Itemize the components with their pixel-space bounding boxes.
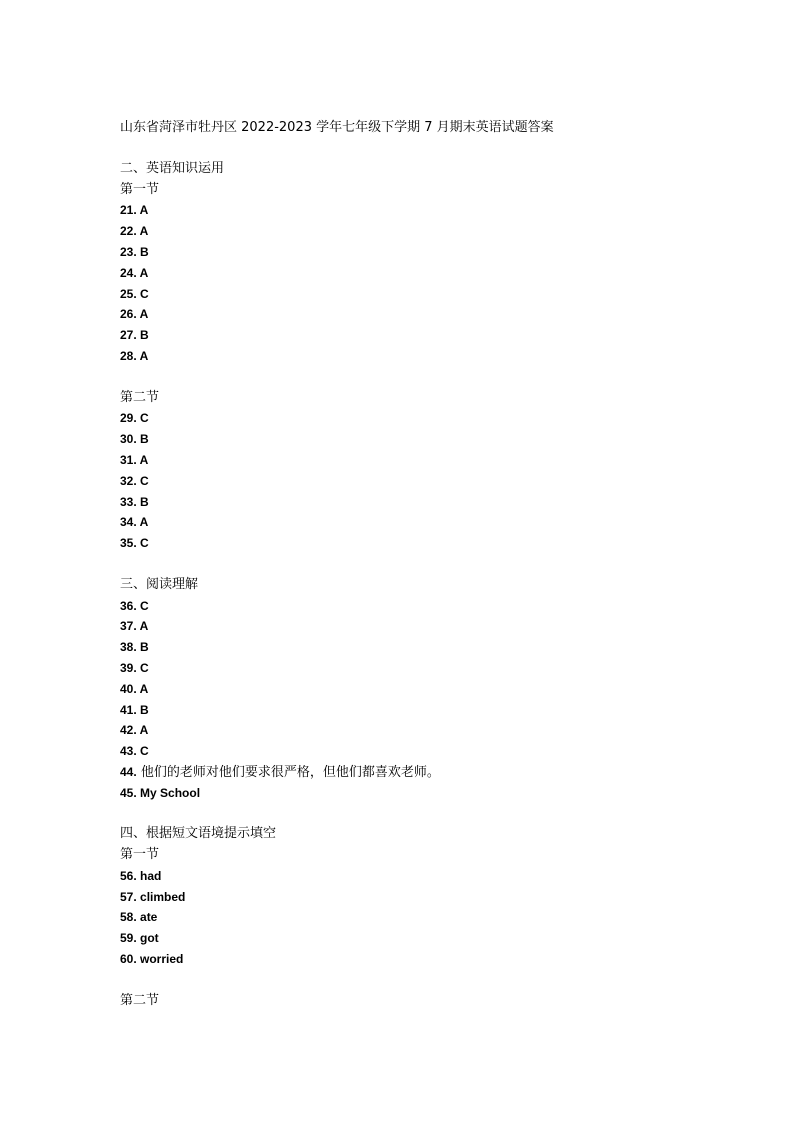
answer-item: 32. C xyxy=(120,473,149,488)
answer-item: 39. C xyxy=(120,660,149,675)
answer-item: 60. worried xyxy=(120,952,184,967)
answer-item: 33. B xyxy=(120,494,149,509)
answer-item-45: 45. My School xyxy=(120,785,201,800)
part-heading-1: 第一节 xyxy=(120,847,160,863)
answer-text: 他们的老师对他们要求很严格，但他们都喜欢老师。 xyxy=(140,764,440,780)
answer-item: 26. A xyxy=(120,307,149,322)
answer-item: 42. A xyxy=(120,723,149,738)
answer-item: 36. C xyxy=(120,598,149,613)
spacer xyxy=(120,138,760,159)
section-heading-knowledge-use: 二、英语知识运用 xyxy=(120,160,225,176)
part-heading-1: 第一节 xyxy=(120,181,160,197)
section-heading-fill-in: 四、根据短文语境提示填空 xyxy=(120,826,277,842)
answer-item: 57. climbed xyxy=(120,889,186,904)
answer-item: 35. C xyxy=(120,536,149,551)
answer-item: 30. B xyxy=(120,432,149,447)
answer-item: 23. B xyxy=(120,244,149,259)
answer-item: 28. A xyxy=(120,348,149,363)
part-heading-2: 第二节 xyxy=(120,992,160,1008)
answer-item: 56. had xyxy=(120,868,162,883)
spacer xyxy=(120,554,760,575)
answer-number: 44. xyxy=(120,764,137,779)
answer-item: 22. A xyxy=(120,224,149,239)
answer-item: 43. C xyxy=(120,744,149,759)
part-heading-2: 第二节 xyxy=(120,389,160,405)
answer-item: 37. A xyxy=(120,619,149,634)
document-title: 山东省菏泽市牡丹区 2022-2023 学年七年级下学期 7 月期末英语试题答案 xyxy=(120,120,554,135)
answer-item: 34. A xyxy=(120,515,149,530)
answer-item: 41. B xyxy=(120,702,149,717)
answer-item-44 xyxy=(120,762,760,783)
answer-item: 25. C xyxy=(120,286,149,301)
spacer xyxy=(120,970,760,991)
answer-item: 59. got xyxy=(120,931,159,946)
answer-item: 31. A xyxy=(120,452,149,467)
answer-item: 27. B xyxy=(120,328,149,343)
answer-item: 40. A xyxy=(120,681,149,696)
answer-item: 24. A xyxy=(120,265,149,280)
answer-item: 38. B xyxy=(120,640,149,655)
spacer xyxy=(120,367,760,388)
answer-document xyxy=(120,118,760,1011)
section-heading-reading: 三、阅读理解 xyxy=(120,576,199,592)
answer-item: 21. A xyxy=(120,203,149,218)
spacer xyxy=(120,804,760,825)
answer-item: 58. ate xyxy=(120,910,158,925)
answer-item: 29. C xyxy=(120,411,149,426)
